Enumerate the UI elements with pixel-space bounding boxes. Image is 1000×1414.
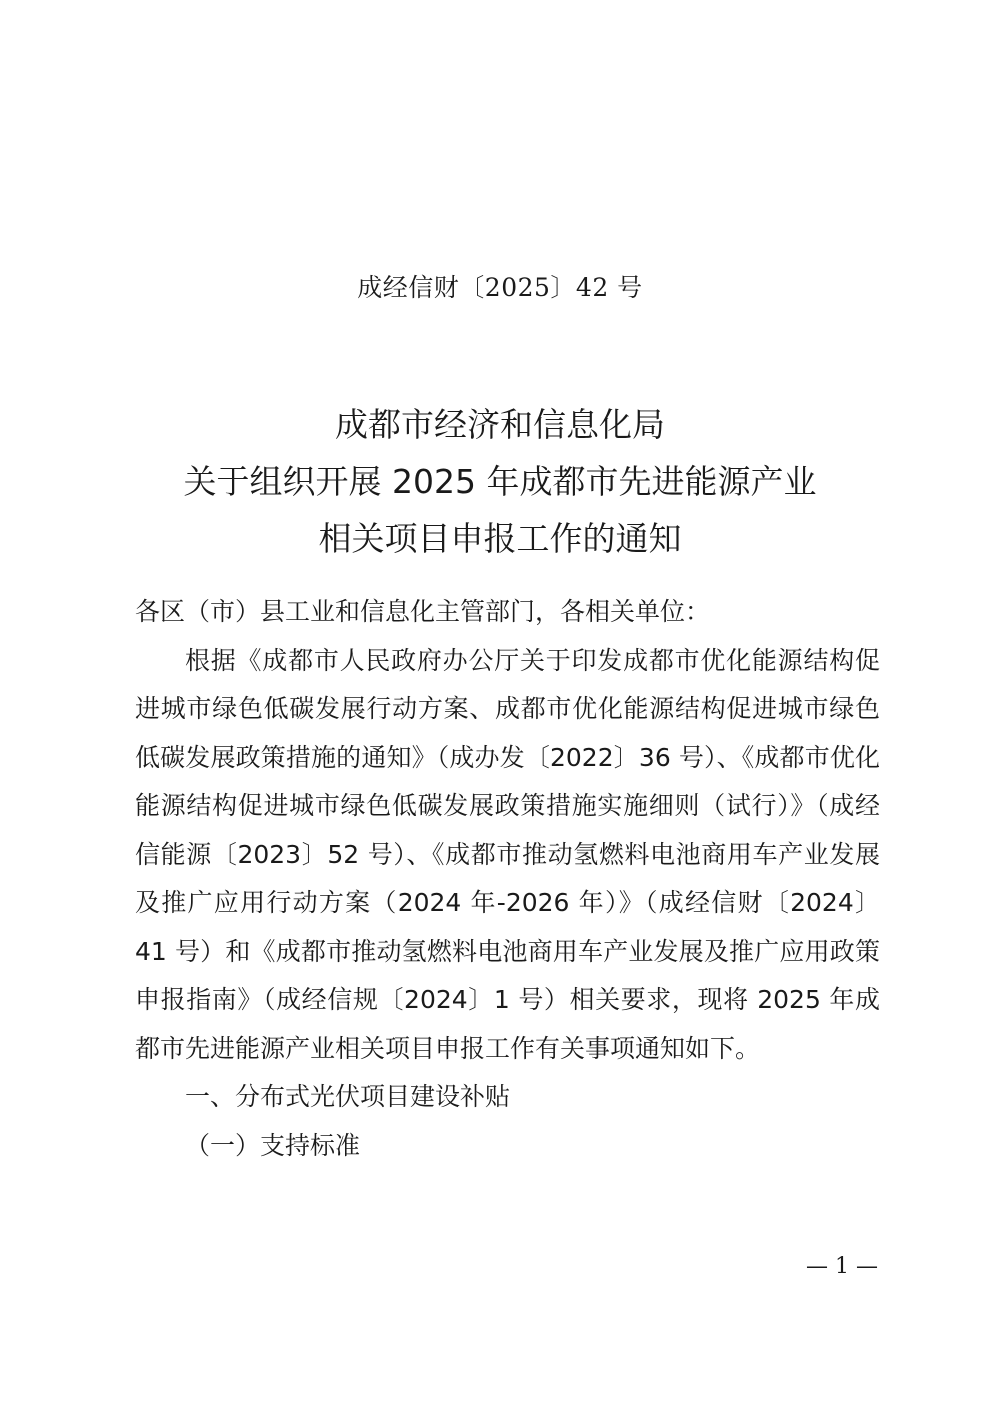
title-line-2: 关于组织开展 2025 年成都市先进能源产业 [183, 462, 817, 501]
title-line-3: 相关项目申报工作的通知 [318, 519, 682, 558]
body-paragraph: 根据《成都市人民政府办公厅关于印发成都市优化能源结构促进城市绿色低碳发展行动方案、成都市优化能源结构促进城市绿色低碳发展政策措施的通知》（成办发〔2022〕36 号）、《成都市优化能源结构促进城市绿色低碳发展政策措施实施细则（试行）》（成经信能源〔2023〕52 号）、《成都市推动氢燃料电池商用车产业发展及推广应用行动方案（2024 年-2026 年）》（成经信财〔2024〕41 号）和《成都市推动氢燃料电池商用车产业发展及推广应用政策申报指南》（成经信规〔2024〕1 号）相关要求，现将 2025 年成都市先进能源产业相关项目申报工作有关事项通知如下。 [135, 645, 880, 1063]
salutation: 各区（市）县工业和信息化主管部门，各相关单位： [135, 597, 711, 626]
document-body [135, 588, 880, 1170]
page-number: — 1 — [806, 1254, 878, 1279]
document-number: 成经信财〔2025〕42 号 [357, 273, 643, 302]
title-line-1: 成都市经济和信息化局 [335, 405, 665, 444]
document-title [0, 396, 1000, 567]
subsection-heading: （一）支持标准 [185, 1130, 361, 1160]
section-heading: 一、分布式光伏项目建设补贴 [185, 1082, 511, 1111]
